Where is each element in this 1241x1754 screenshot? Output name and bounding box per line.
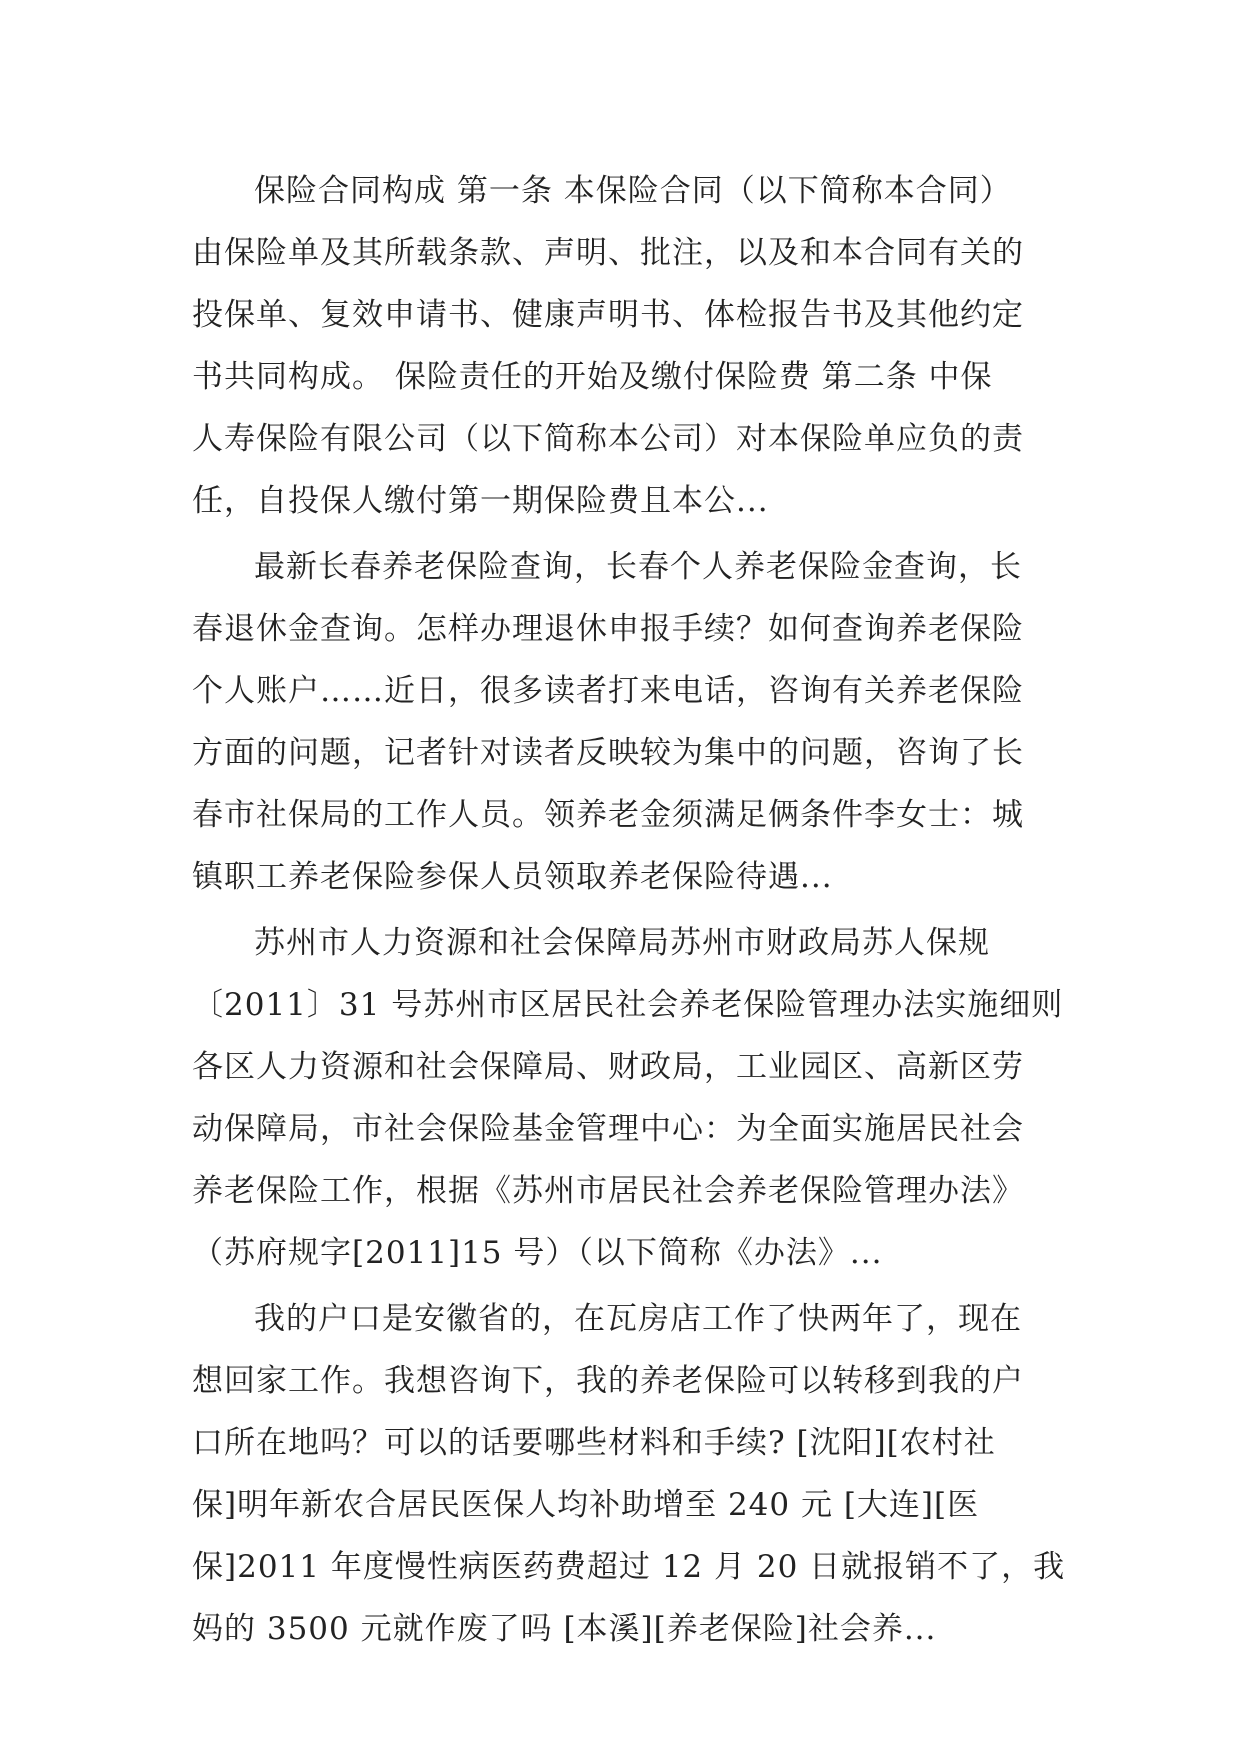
- text-line: 投保单、复效申请书、健康声明书、体检报告书及其他约定: [192, 297, 1024, 333]
- text-line: 保]2011 年度慢性病医药费超过 12 月 20 日就报销不了，我: [192, 1549, 1066, 1585]
- text-line: 动保障局，市社会保险基金管理中心：为全面实施居民社会: [192, 1111, 1024, 1147]
- text-line: 想回家工作。我想咨询下，我的养老保险可以转移到我的户: [192, 1363, 1024, 1399]
- text-line: 个人账户……近日，很多读者打来电话，咨询有关养老保险: [192, 673, 1024, 709]
- text-line: 春市社保局的工作人员。领养老金须满足俩条件李女士：城: [192, 797, 1024, 833]
- text-line: 春退休金查询。怎样办理退休申报手续？如何查询养老保险: [192, 611, 1024, 647]
- text-line: 妈的 3500 元就作废了吗 [本溪][养老保险]社会养...: [192, 1611, 937, 1647]
- text-line: （苏府规字[2011]15 号）（以下简称《办法》...: [192, 1235, 883, 1271]
- text-line: 书共同构成。 保险责任的开始及缴付保险费 第二条 中保: [192, 359, 993, 395]
- text-line: 由保险单及其所载条款、声明、批注，以及和本合同有关的: [192, 235, 1024, 271]
- text-line: 〔2011〕31 号苏州市区居民社会养老保险管理办法实施细则: [192, 987, 1064, 1023]
- text-line: 苏州市人力资源和社会保障局苏州市财政局苏人保规: [254, 925, 990, 961]
- text-line: 镇职工养老保险参保人员领取养老保险待遇...: [192, 859, 833, 895]
- text-line: 最新长春养老保险查询，长春个人养老保险金查询，长: [254, 549, 1022, 585]
- document-body: [192, 160, 1066, 1664]
- paragraph-changchun-pension: [192, 536, 1050, 908]
- text-line: 方面的问题，记者针对读者反映较为集中的问题，咨询了长: [192, 735, 1024, 771]
- text-line: 我的户口是安徽省的，在瓦房店工作了快两年了，现在: [254, 1301, 1022, 1337]
- text-line: 人寿保险有限公司（以下简称本公司）对本保险单应负的责: [192, 421, 1024, 457]
- paragraph-suzhou-regulation: [192, 912, 1064, 1284]
- paragraph-insurance-contract: [192, 160, 1050, 532]
- paragraph-pension-transfer-question: [192, 1288, 1066, 1660]
- text-line: 任，自投保人缴付第一期保险费且本公...: [192, 483, 769, 519]
- text-line: 各区人力资源和社会保障局、财政局，工业园区、高新区劳: [192, 1049, 1024, 1085]
- text-line: 保险合同构成 第一条 本保险合同（以下简称本合同）: [254, 173, 1012, 209]
- text-line: 保]明年新农合居民医保人均补助增至 240 元 [大连][医: [192, 1487, 980, 1523]
- text-line: 养老保险工作，根据《苏州市居民社会养老保险管理办法》: [192, 1173, 1024, 1209]
- text-line: 口所在地吗？可以的话要哪些材料和手续? [沈阳][农村社: [192, 1425, 996, 1461]
